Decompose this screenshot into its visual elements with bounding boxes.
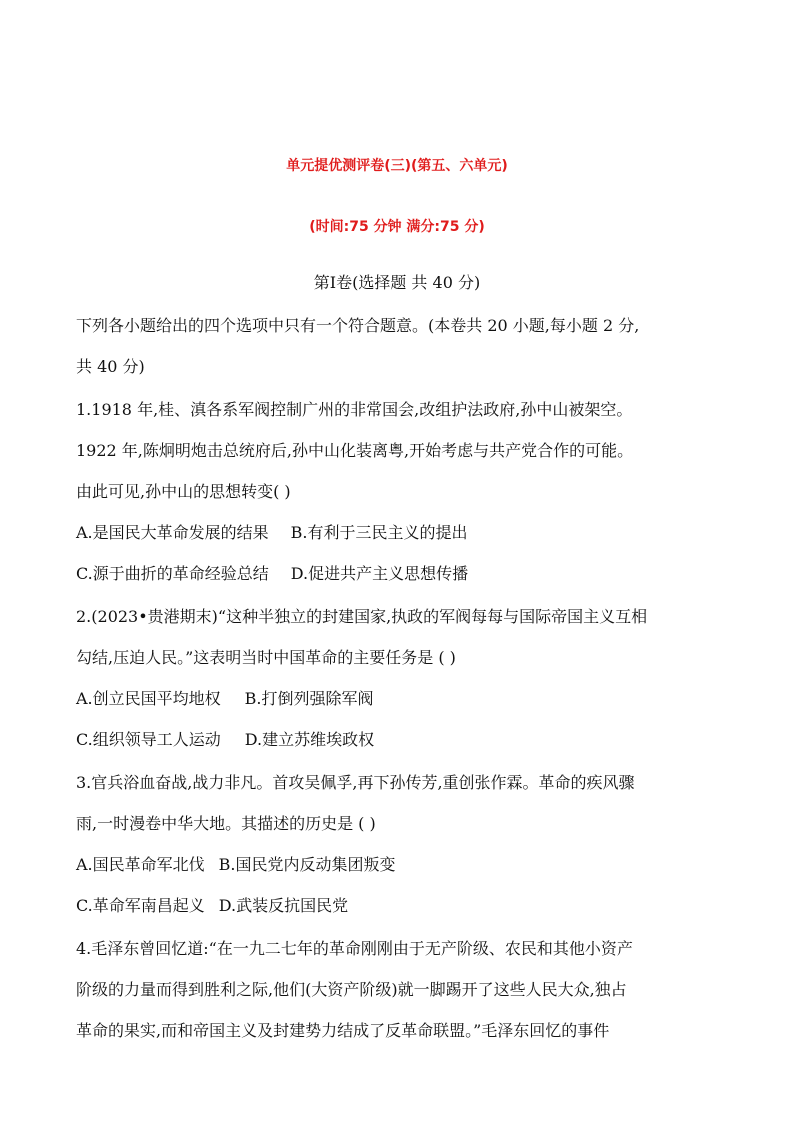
option-c[interactable]: C.源于曲折的革命经验总结: [76, 564, 269, 583]
question-1-line: 1922 年,陈炯明炮击总统府后,孙中山化装离粤,开始考虑与共产党合作的可能。: [76, 441, 634, 460]
option-b[interactable]: B.国民党内反动集团叛变: [218, 855, 396, 874]
exam-time-score: (时间:75 分钟 满分:75 分): [309, 219, 485, 235]
option-d[interactable]: D.建立苏维埃政权: [244, 730, 375, 749]
question-2-line: 勾结,压迫人民。”这表明当时中国革命的主要任务是 ( ): [76, 648, 456, 667]
question-1-options-row: [76, 523, 468, 543]
question-1-options-row: [76, 564, 468, 584]
instructions-line: 共 40 分): [76, 357, 145, 376]
option-b[interactable]: B.打倒列强除军阀: [244, 689, 374, 708]
option-d[interactable]: D.促进共产主义思想传播: [290, 564, 469, 583]
question-2-line: 2.(2023•贵港期末)“这种半独立的封建国家,执政的军阀每每与国际帝国主义互相: [76, 607, 648, 626]
question-4-line: 革命的果实,而和帝国主义及封建势力结成了反革命联盟。”毛泽东回忆的事件: [76, 1021, 610, 1040]
instructions-line: 下列各小题给出的四个选项中只有一个符合题意。(本卷共 20 小题,每小题 2 分,: [76, 316, 640, 335]
question-4-line: 阶级的力量而得到胜利之际,他们(大资产阶级)就一脚踢开了这些人民大众,独占: [76, 980, 627, 999]
option-d[interactable]: D.武装反抗国民党: [218, 896, 349, 915]
question-1-line: 1.1918 年,桂、滇各系军阀控制广州的非常国会,改组护法政府,孙中山被架空。: [76, 400, 633, 419]
option-c[interactable]: C.革命军南昌起义: [76, 896, 205, 915]
option-c[interactable]: C.组织领导工人运动: [76, 730, 221, 749]
option-a[interactable]: A.国民革命军北伐: [76, 855, 205, 874]
question-3-options-row: [76, 896, 348, 916]
option-a[interactable]: A.创立民国平均地权: [76, 689, 221, 708]
exam-title: 单元提优测评卷(三)(第五、六单元): [286, 158, 508, 174]
question-3-line: 雨,一时漫卷中华大地。其描述的历史是 ( ): [76, 814, 376, 833]
section-label: 第Ⅰ卷(选择题 共 40 分): [313, 273, 481, 292]
option-b[interactable]: B.有利于三民主义的提出: [290, 523, 468, 542]
question-2-options-row: [76, 730, 374, 750]
question-4-line: 4.毛泽东曾回忆道:“在一九二七年的革命刚刚由于无产阶级、农民和其他小资产: [76, 939, 633, 958]
question-3-options-row: [76, 855, 396, 875]
question-3-line: 3.官兵浴血奋战,战力非凡。首攻吴佩孚,再下孙传芳,重创张作霖。革命的疾风骤: [76, 773, 635, 792]
option-a[interactable]: A.是国民大革命发展的结果: [76, 523, 269, 542]
question-2-options-row: [76, 689, 374, 709]
question-1-line: 由此可见,孙中山的思想转变( ): [76, 482, 291, 501]
